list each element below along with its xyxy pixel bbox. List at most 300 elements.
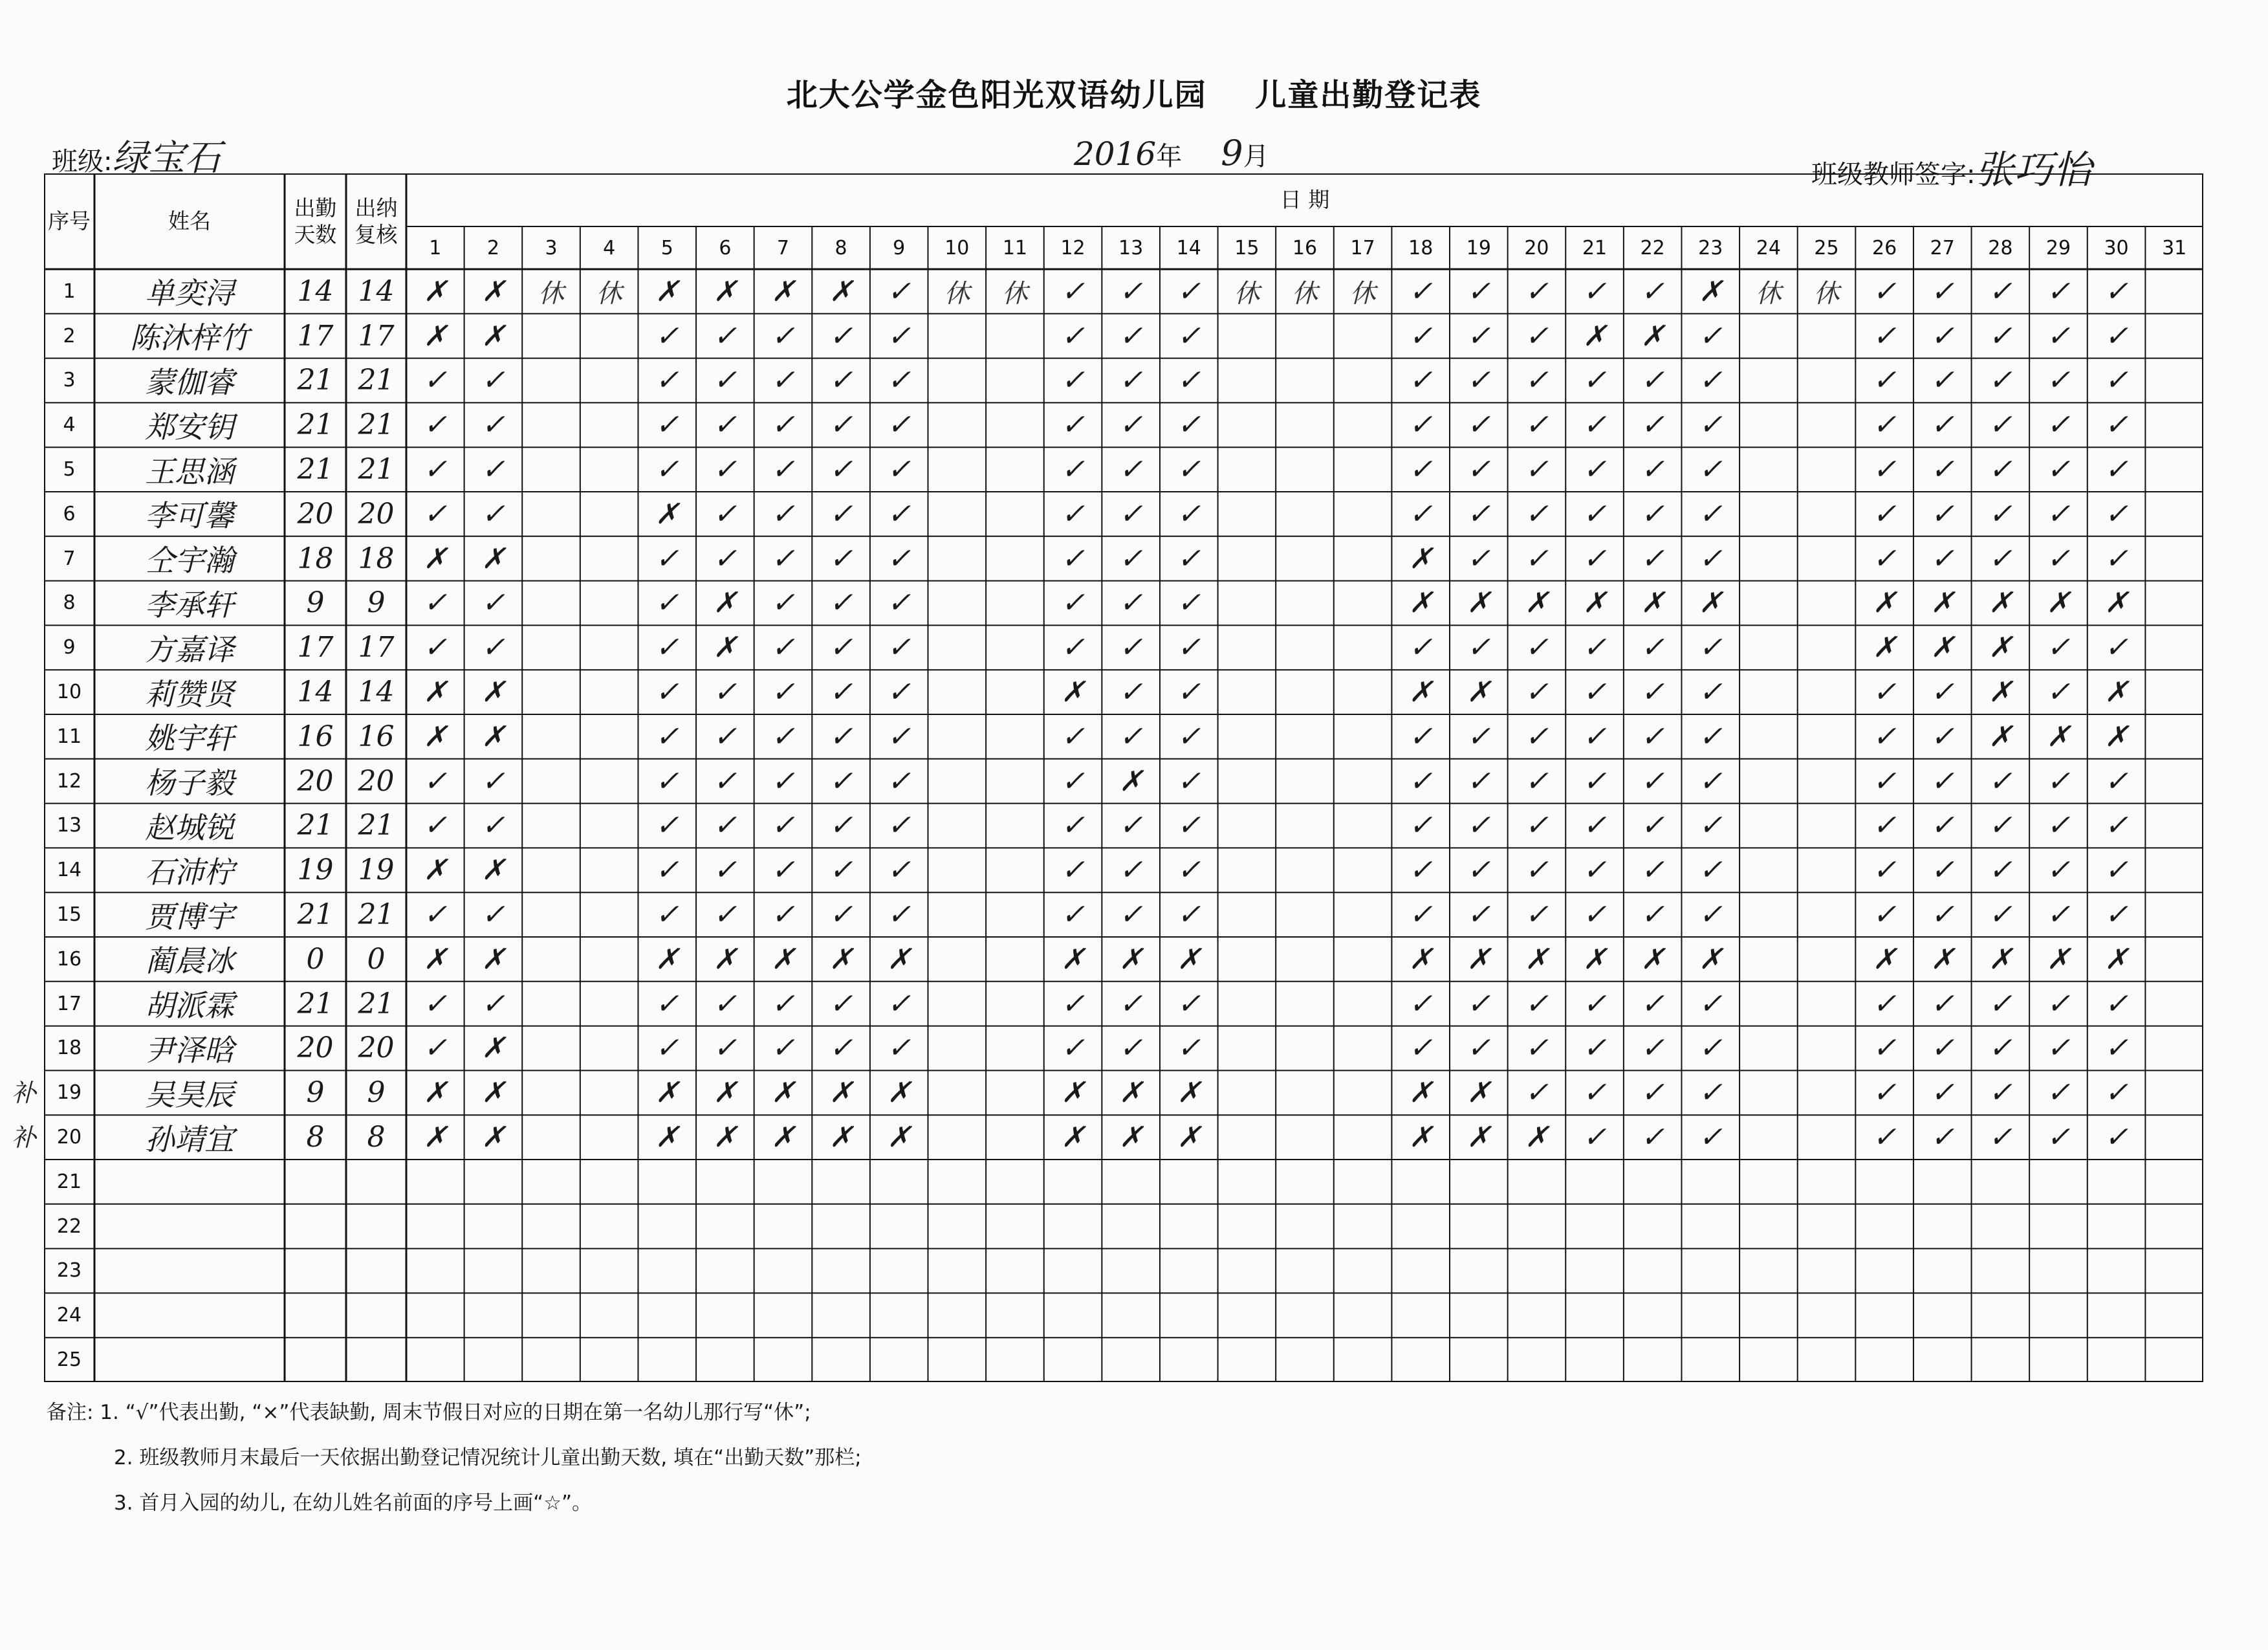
present-mark: ✓ xyxy=(1582,764,1607,798)
present-mark: ✓ xyxy=(655,408,679,442)
present-mark: ✓ xyxy=(1872,542,1897,575)
rest-day-mark: 休 xyxy=(1755,278,1782,309)
present-mark: ✓ xyxy=(829,497,853,531)
present-mark: ✓ xyxy=(1177,1031,1201,1065)
present-mark: ✓ xyxy=(1408,274,1433,308)
present-mark: ✓ xyxy=(771,631,795,665)
present-mark: ✓ xyxy=(1872,274,1897,308)
present-mark: ✓ xyxy=(1525,497,1549,531)
new-student-mark: 补 xyxy=(12,1123,37,1152)
present-mark: ✓ xyxy=(1467,319,1491,353)
absent-mark: ✗ xyxy=(1467,676,1491,709)
absent-mark: ✗ xyxy=(1582,586,1607,620)
present-mark: ✓ xyxy=(1698,408,1723,442)
absent-mark: ✗ xyxy=(1467,1121,1491,1154)
day-number-9: 9 xyxy=(893,236,906,259)
header-name: 姓名 xyxy=(168,208,211,234)
present-mark: ✓ xyxy=(481,631,505,665)
present-mark: ✓ xyxy=(1698,676,1723,709)
present-mark: ✓ xyxy=(423,586,448,620)
present-mark: ✓ xyxy=(1988,1121,2012,1154)
present-mark: ✓ xyxy=(1408,898,1433,932)
day-number-22: 22 xyxy=(1640,236,1665,259)
present-mark: ✓ xyxy=(1641,809,1665,842)
day-number-20: 20 xyxy=(1524,236,1549,259)
present-mark: ✓ xyxy=(1988,542,2012,575)
present-mark: ✓ xyxy=(423,898,448,932)
absent-mark: ✗ xyxy=(655,274,679,308)
absent-mark: ✗ xyxy=(423,542,448,575)
present-mark: ✓ xyxy=(1582,453,1607,487)
present-mark: ✓ xyxy=(2046,364,2071,397)
present-mark: ✓ xyxy=(1641,853,1665,887)
present-mark: ✓ xyxy=(2104,408,2128,442)
present-mark: ✓ xyxy=(2046,898,2071,932)
present-mark: ✓ xyxy=(2104,542,2128,575)
day-number-18: 18 xyxy=(1408,236,1434,259)
present-mark: ✓ xyxy=(655,631,679,665)
cashier-check xyxy=(346,1249,406,1293)
cashier-check xyxy=(346,1160,406,1204)
absent-mark: ✗ xyxy=(655,1121,679,1154)
present-mark: ✓ xyxy=(1930,1121,1955,1154)
absent-mark: ✗ xyxy=(481,1031,505,1065)
present-mark: ✓ xyxy=(887,987,911,1020)
cashier-check: 18 xyxy=(358,542,395,575)
day-number-14: 14 xyxy=(1176,236,1201,259)
present-mark: ✓ xyxy=(1930,319,1955,353)
absent-mark: ✗ xyxy=(1988,586,2012,620)
attendance-days: 21 xyxy=(297,898,334,932)
rest-day-mark: 休 xyxy=(1001,278,1028,309)
day-number-31: 31 xyxy=(2162,236,2187,259)
cashier-check: 21 xyxy=(358,809,395,842)
absent-mark: ✗ xyxy=(1467,1076,1491,1110)
present-mark: ✓ xyxy=(2104,631,2128,665)
cashier-check: 14 xyxy=(358,676,395,709)
row-seq: 20 xyxy=(56,1126,82,1149)
present-mark: ✓ xyxy=(1061,319,1085,353)
attendance-days: 21 xyxy=(297,809,334,842)
present-mark: ✓ xyxy=(1525,631,1549,665)
present-mark: ✓ xyxy=(829,453,853,487)
present-mark: ✓ xyxy=(481,809,505,842)
present-mark: ✓ xyxy=(1118,408,1143,442)
present-mark: ✓ xyxy=(1118,987,1143,1020)
present-mark: ✓ xyxy=(1467,274,1491,308)
present-mark: ✓ xyxy=(1177,987,1201,1020)
present-mark: ✓ xyxy=(1698,1031,1723,1065)
present-mark: ✓ xyxy=(423,631,448,665)
present-mark: ✓ xyxy=(713,853,737,887)
absent-mark: ✗ xyxy=(423,942,448,976)
header-seq: 序号 xyxy=(48,208,91,234)
absent-mark: ✗ xyxy=(1061,676,1085,709)
absent-mark: ✗ xyxy=(2104,942,2128,976)
present-mark: ✓ xyxy=(1177,453,1201,487)
cashier-check: 8 xyxy=(367,1121,386,1154)
absent-mark: ✗ xyxy=(423,319,448,353)
present-mark: ✓ xyxy=(829,898,853,932)
present-mark: ✓ xyxy=(1988,764,2012,798)
present-mark: ✓ xyxy=(1582,987,1607,1020)
present-mark: ✓ xyxy=(771,586,795,620)
student-name: 石沛柠 xyxy=(145,854,234,890)
present-mark: ✓ xyxy=(829,853,853,887)
present-mark: ✓ xyxy=(1408,764,1433,798)
row-seq: 13 xyxy=(56,814,82,837)
present-mark: ✓ xyxy=(1930,542,1955,575)
attendance-days: 18 xyxy=(297,542,334,575)
present-mark: ✓ xyxy=(2046,1121,2071,1154)
rest-day-mark: 休 xyxy=(1813,278,1840,309)
day-number-21: 21 xyxy=(1582,236,1608,259)
student-name: 贾博宇 xyxy=(145,899,234,934)
day-number-26: 26 xyxy=(1872,236,1897,259)
present-mark: ✓ xyxy=(887,319,911,353)
present-mark: ✓ xyxy=(1988,987,2012,1020)
present-mark: ✓ xyxy=(1988,274,2012,308)
row-seq: 22 xyxy=(56,1215,82,1238)
absent-mark: ✗ xyxy=(713,1076,737,1110)
present-mark: ✓ xyxy=(1467,809,1491,842)
present-mark: ✓ xyxy=(1930,853,1955,887)
present-mark: ✓ xyxy=(771,364,795,397)
present-mark: ✓ xyxy=(1118,809,1143,842)
absent-mark: ✗ xyxy=(1930,586,1955,620)
present-mark: ✓ xyxy=(1467,987,1491,1020)
present-mark: ✓ xyxy=(1930,720,1955,753)
cashier-check: 20 xyxy=(358,1031,395,1065)
present-mark: ✓ xyxy=(1988,497,2012,531)
cashier-check: 19 xyxy=(358,853,395,887)
day-number-10: 10 xyxy=(944,236,970,259)
present-mark: ✓ xyxy=(2046,987,2071,1020)
present-mark: ✓ xyxy=(1177,898,1201,932)
absent-mark: ✗ xyxy=(1408,1076,1433,1110)
teacher-signature: 张巧怡 xyxy=(1975,148,2092,193)
absent-mark: ✗ xyxy=(1467,586,1491,620)
present-mark: ✓ xyxy=(1930,809,1955,842)
day-number-15: 15 xyxy=(1234,236,1259,259)
present-mark: ✓ xyxy=(1872,720,1897,753)
present-mark: ✓ xyxy=(1872,1121,1897,1154)
present-mark: ✓ xyxy=(1177,364,1201,397)
cashier-check: 21 xyxy=(358,987,395,1020)
absent-mark: ✗ xyxy=(1641,942,1665,976)
present-mark: ✓ xyxy=(887,720,911,753)
present-mark: ✓ xyxy=(2104,898,2128,932)
present-mark: ✓ xyxy=(2104,1121,2128,1154)
present-mark: ✓ xyxy=(1525,898,1549,932)
present-mark: ✓ xyxy=(1061,274,1085,308)
attendance-days: 21 xyxy=(297,408,334,442)
absent-mark: ✗ xyxy=(829,1076,853,1110)
present-mark: ✓ xyxy=(1177,542,1201,575)
absent-mark: ✗ xyxy=(1061,1076,1085,1110)
row-seq: 14 xyxy=(56,859,82,882)
present-mark: ✓ xyxy=(655,542,679,575)
date-field xyxy=(1074,133,1269,173)
present-mark: ✓ xyxy=(1467,408,1491,442)
present-mark: ✓ xyxy=(1467,898,1491,932)
present-mark: ✓ xyxy=(1872,1076,1897,1110)
absent-mark: ✗ xyxy=(1698,942,1723,976)
present-mark: ✓ xyxy=(1582,364,1607,397)
present-mark: ✓ xyxy=(1930,453,1955,487)
present-mark: ✓ xyxy=(1930,676,1955,709)
cashier-check: 9 xyxy=(367,1076,386,1110)
present-mark: ✓ xyxy=(1930,1031,1955,1065)
present-mark: ✓ xyxy=(1177,676,1201,709)
note-3: 3. 首月入园的幼儿, 在幼儿姓名前面的序号上画“☆”。 xyxy=(114,1491,593,1515)
present-mark: ✓ xyxy=(887,809,911,842)
cashier-check: 17 xyxy=(358,319,395,353)
student-name: 蒙伽睿 xyxy=(145,364,234,400)
cashier-check: 17 xyxy=(358,631,395,665)
present-mark: ✓ xyxy=(771,319,795,353)
student-name: 李可馨 xyxy=(145,498,234,534)
row-seq: 5 xyxy=(63,458,76,481)
cashier-check: 9 xyxy=(367,586,386,620)
present-mark: ✓ xyxy=(481,364,505,397)
absent-mark: ✗ xyxy=(1582,319,1607,353)
present-mark: ✓ xyxy=(1582,631,1607,665)
day-number-2: 2 xyxy=(486,236,499,259)
absent-mark: ✗ xyxy=(1988,942,2012,976)
present-mark: ✓ xyxy=(2046,408,2071,442)
present-mark: ✓ xyxy=(829,586,853,620)
present-mark: ✓ xyxy=(2046,1076,2071,1110)
present-mark: ✓ xyxy=(1177,720,1201,753)
absent-mark: ✗ xyxy=(1872,631,1897,665)
day-number-29: 29 xyxy=(2045,236,2071,259)
student-name: 方嘉译 xyxy=(145,632,234,667)
present-mark: ✓ xyxy=(1408,720,1433,753)
present-mark: ✓ xyxy=(1872,364,1897,397)
present-mark: ✓ xyxy=(713,453,737,487)
present-mark: ✓ xyxy=(1525,764,1549,798)
row-seq: 25 xyxy=(56,1348,82,1372)
attendance-days: 9 xyxy=(306,586,325,620)
student-name: 孙靖宜 xyxy=(145,1121,234,1157)
present-mark: ✓ xyxy=(1118,274,1143,308)
present-mark: ✓ xyxy=(655,853,679,887)
absent-mark: ✗ xyxy=(713,274,737,308)
present-mark: ✓ xyxy=(1408,497,1433,531)
student-name: 郑安钥 xyxy=(145,409,234,445)
absent-mark: ✗ xyxy=(1698,586,1723,620)
present-mark: ✓ xyxy=(1408,809,1433,842)
absent-mark: ✗ xyxy=(1988,631,2012,665)
present-mark: ✓ xyxy=(829,408,853,442)
present-mark: ✓ xyxy=(1698,809,1723,842)
present-mark: ✓ xyxy=(2046,809,2071,842)
present-mark: ✓ xyxy=(1061,1031,1085,1065)
present-mark: ✓ xyxy=(1641,274,1665,308)
present-mark: ✓ xyxy=(1525,676,1549,709)
present-mark: ✓ xyxy=(1930,1076,1955,1110)
cashier-check xyxy=(346,1337,406,1382)
rest-day-mark: 休 xyxy=(596,278,622,309)
student-name: 吴昊辰 xyxy=(145,1077,234,1112)
present-mark: ✓ xyxy=(1930,898,1955,932)
day-number-8: 8 xyxy=(834,236,847,259)
absent-mark: ✗ xyxy=(1177,1076,1201,1110)
present-mark: ✓ xyxy=(423,809,448,842)
present-mark: ✓ xyxy=(771,408,795,442)
present-mark: ✓ xyxy=(2104,319,2128,353)
absent-mark: ✗ xyxy=(1930,942,1955,976)
student-name xyxy=(94,1204,285,1249)
absent-mark: ✗ xyxy=(2104,720,2128,753)
present-mark: ✓ xyxy=(1698,453,1723,487)
present-mark: ✓ xyxy=(1641,408,1665,442)
present-mark: ✓ xyxy=(1177,586,1201,620)
present-mark: ✓ xyxy=(713,720,737,753)
present-mark: ✓ xyxy=(829,987,853,1020)
present-mark: ✓ xyxy=(887,453,911,487)
attendance-days: 19 xyxy=(297,853,334,887)
student-name xyxy=(94,1249,285,1293)
cashier-check: 21 xyxy=(358,898,395,932)
absent-mark: ✗ xyxy=(771,1121,795,1154)
present-mark: ✓ xyxy=(1698,853,1723,887)
present-mark: ✓ xyxy=(2104,274,2128,308)
student-name xyxy=(94,1293,285,1337)
absent-mark: ✗ xyxy=(423,720,448,753)
present-mark: ✓ xyxy=(713,497,737,531)
absent-mark: ✗ xyxy=(481,1121,505,1154)
present-mark: ✓ xyxy=(1872,764,1897,798)
present-mark: ✓ xyxy=(2104,1076,2128,1110)
attendance-days: 17 xyxy=(297,631,334,665)
present-mark: ✓ xyxy=(1582,809,1607,842)
present-mark: ✓ xyxy=(1582,1076,1607,1110)
present-mark: ✓ xyxy=(713,408,737,442)
absent-mark: ✗ xyxy=(1177,1121,1201,1154)
class-label: 班级: xyxy=(52,147,113,177)
present-mark: ✓ xyxy=(655,987,679,1020)
student-name: 仝宇瀚 xyxy=(145,543,234,578)
present-mark: ✓ xyxy=(1872,319,1897,353)
present-mark: ✓ xyxy=(1525,1031,1549,1065)
present-mark: ✓ xyxy=(1641,720,1665,753)
present-mark: ✓ xyxy=(481,586,505,620)
present-mark: ✓ xyxy=(829,319,853,353)
student-name: 王思涵 xyxy=(145,454,234,489)
row-seq: 16 xyxy=(56,947,82,971)
absent-mark: ✗ xyxy=(829,1121,853,1154)
present-mark: ✓ xyxy=(1061,453,1085,487)
present-mark: ✓ xyxy=(1988,408,2012,442)
present-mark: ✓ xyxy=(1930,364,1955,397)
absent-mark: ✗ xyxy=(1698,274,1723,308)
present-mark: ✓ xyxy=(2104,809,2128,842)
present-mark: ✓ xyxy=(1641,987,1665,1020)
rest-day-mark: 休 xyxy=(1291,278,1318,309)
absent-mark: ✗ xyxy=(713,631,737,665)
attendance-days: 20 xyxy=(297,1031,334,1065)
present-mark: ✓ xyxy=(655,809,679,842)
present-mark: ✓ xyxy=(1177,764,1201,798)
present-mark: ✓ xyxy=(1698,631,1723,665)
present-mark: ✓ xyxy=(1061,987,1085,1020)
absent-mark: ✗ xyxy=(887,1076,911,1110)
row-seq: 8 xyxy=(63,591,76,615)
present-mark: ✓ xyxy=(713,364,737,397)
present-mark: ✓ xyxy=(1988,853,2012,887)
attendance-days: 21 xyxy=(297,453,334,487)
present-mark: ✓ xyxy=(1872,676,1897,709)
present-mark: ✓ xyxy=(887,542,911,575)
present-mark: ✓ xyxy=(1061,408,1085,442)
present-mark: ✓ xyxy=(423,1031,448,1065)
month-value: 9 xyxy=(1221,133,1243,173)
present-mark: ✓ xyxy=(771,720,795,753)
attendance-days: 21 xyxy=(297,987,334,1020)
present-mark: ✓ xyxy=(481,898,505,932)
present-mark: ✓ xyxy=(423,364,448,397)
absent-mark: ✗ xyxy=(1061,942,1085,976)
present-mark: ✓ xyxy=(887,586,911,620)
absent-mark: ✗ xyxy=(1582,942,1607,976)
present-mark: ✓ xyxy=(1872,1031,1897,1065)
absent-mark: ✗ xyxy=(1525,586,1549,620)
absent-mark: ✗ xyxy=(887,1121,911,1154)
row-seq: 23 xyxy=(56,1259,82,1282)
absent-mark: ✗ xyxy=(713,586,737,620)
absent-mark: ✗ xyxy=(2046,586,2071,620)
row-seq: 2 xyxy=(63,324,76,347)
present-mark: ✓ xyxy=(1988,809,2012,842)
absent-mark: ✗ xyxy=(1118,942,1143,976)
present-mark: ✓ xyxy=(1061,764,1085,798)
row-seq: 24 xyxy=(56,1304,82,1327)
year-unit: 年 xyxy=(1156,142,1183,171)
present-mark: ✓ xyxy=(1525,542,1549,575)
present-mark: ✓ xyxy=(1408,408,1433,442)
present-mark: ✓ xyxy=(1641,1076,1665,1110)
absent-mark: ✗ xyxy=(1408,942,1433,976)
absent-mark: ✗ xyxy=(1061,1121,1085,1154)
present-mark: ✓ xyxy=(713,764,737,798)
present-mark: ✓ xyxy=(1061,586,1085,620)
header-check: 出纳 复核 xyxy=(354,195,398,247)
absent-mark: ✗ xyxy=(1408,676,1433,709)
present-mark: ✓ xyxy=(1061,720,1085,753)
present-mark: ✓ xyxy=(887,853,911,887)
present-mark: ✓ xyxy=(1988,319,2012,353)
present-mark: ✓ xyxy=(1641,497,1665,531)
present-mark: ✓ xyxy=(829,764,853,798)
present-mark: ✓ xyxy=(1582,676,1607,709)
present-mark: ✓ xyxy=(713,987,737,1020)
present-mark: ✓ xyxy=(1118,497,1143,531)
absent-mark: ✗ xyxy=(2046,720,2071,753)
notes xyxy=(47,1390,862,1526)
present-mark: ✓ xyxy=(1408,364,1433,397)
present-mark: ✓ xyxy=(423,987,448,1020)
absent-mark: ✗ xyxy=(1872,586,1897,620)
present-mark: ✓ xyxy=(655,319,679,353)
present-mark: ✓ xyxy=(1061,631,1085,665)
present-mark: ✓ xyxy=(655,898,679,932)
present-mark: ✓ xyxy=(1698,542,1723,575)
absent-mark: ✗ xyxy=(481,942,505,976)
absent-mark: ✗ xyxy=(1641,586,1665,620)
present-mark: ✓ xyxy=(1408,453,1433,487)
